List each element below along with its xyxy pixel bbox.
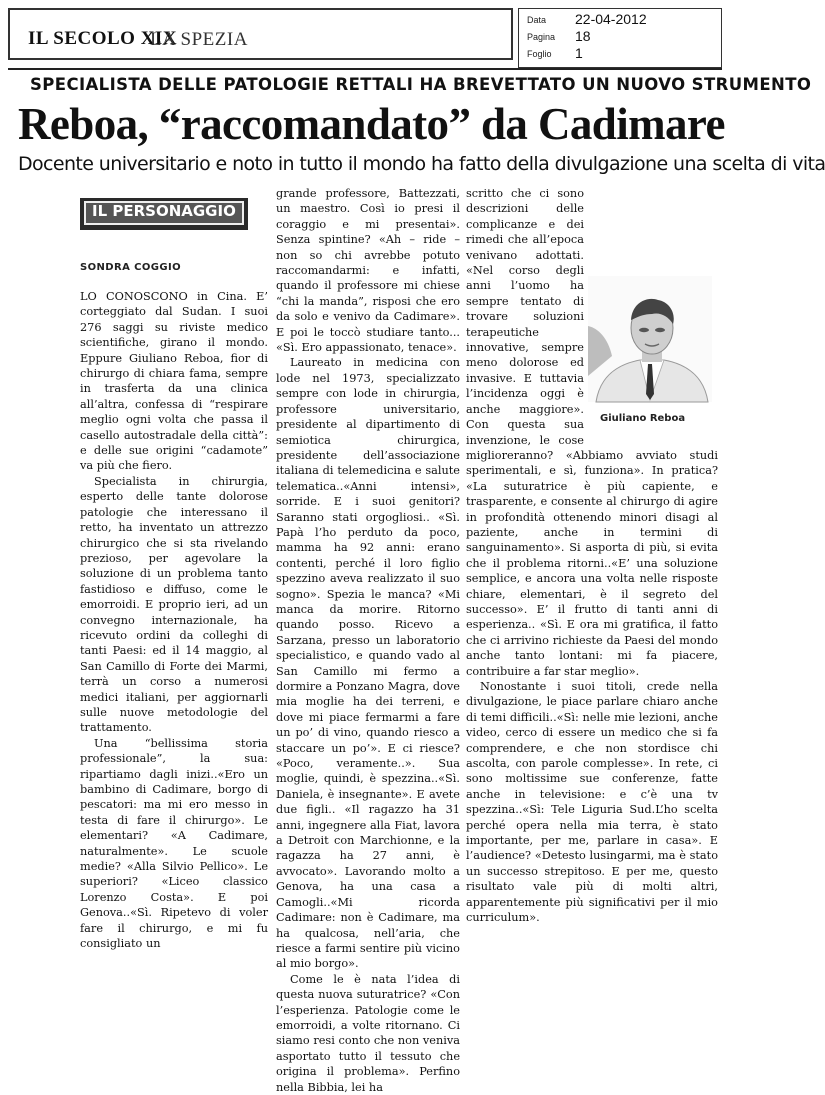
article-column-2 xyxy=(276,186,460,1095)
article-kicker: SPECIALISTA DELLE PATOLOGIE RETTALI HA BREVETTATO UN NUOVO STRUMENTO xyxy=(30,75,812,94)
page-value: 18 xyxy=(575,28,591,44)
article-headline: Reboa, “raccomandato” da Cadimare xyxy=(18,99,725,149)
edition-name: LA SPEZIA xyxy=(150,29,248,50)
sheet-label: Foglio xyxy=(527,49,552,59)
article-subheadline: Docente universitario e noto in tutto il mondo ha fatto della divulgazione una scelta di vita xyxy=(18,153,825,175)
article-column-1 xyxy=(80,289,268,951)
paragraph: Laureato in medicina con lode nel 1973, specializzato sempre con lode in chirurgia, professore universitario, presidente al dipartimento di semiotica chirurgica, presidente dell’associazione italiana di telemedicina e salute telematica..«Anni intensi», sorride. E i suoi genitori? Saranno stati orgogliosi.. «Sì. Papà l’ho perduto da poco, mamma ha 92 anni: erano contenti, perché il loro figlio spezzino aveva realizzato il suo sogno». Spezia le manca? «Mi manca da morire. Ritorno quando posso. Ricevo a Sarzana, presso un laboratorio specialistico, e quando vado al San Camillo mi fermo a dormire a Ponzano Magra, dove mia moglie ha dei terreni, e dove mi piace fermarmi a fare un po’ di vino, quando riesco a staccare un po’». E ci riesce? «Poco, veramente..». Sua moglie, quindi, è spezzina..«Sì. Daniela, è insegnante». E avete due figli.. «Il ragazzo ha 31 anni, ingegnere alla Fiat, lavora a Detroit con Marchionne, e la ragazza ha 27 anni, è avvocato». Lavorando molto a Genova, ha una casa a Camogli..«Mi ricorda Cadimare: non è Cadimare, ma ha qualcosa, nell’aria, che riesce a farmi sentire più vicino al mio borgo». xyxy=(276,356,460,971)
paragraph: Come le è nata l’idea di questa nuova suturatrice? «Con l’esperienza. Patologie come le emorroidi, a volte ritornano. Ci siamo resi conto che non veniva asportato tutto il tessuto che origina il problema». Perfino nella Bibbia, lei ha xyxy=(276,972,460,1094)
portrait-photo xyxy=(588,276,712,402)
header-divider xyxy=(8,68,722,70)
byline: SONDRA COGGIO xyxy=(80,262,181,273)
paragraph: Nonostante i suoi titoli, crede nella divulgazione, le piace parlare chiaro anche di temi difficili..«Sì: nelle mie lezioni, anche video, cerco di essere un medico che si fa comprendere, e che non stordisce chi ascolta, con parole complesse». In rete, ci sono moltissime sue conferenze, fatte anche in televisione: e c’è una tv spezzina..«Sì: Tele Liguria Sud.L’ho scelta perché opera nella mia terra, è stato importante, per me, parlare in casa». E l’audience? «Detesto lusingarmi, ma è stato un successo strepitoso. E per me, questo risultato vale più di molti altri, apparentemente più significativi per il mio curriculum». xyxy=(466,680,718,925)
section-badge-label: IL PERSONAGGIO xyxy=(92,202,236,220)
paragraph: grande professore, Battezzati, un maestro. Così io presi il coraggio e mi presentai». Senza spintine? «Ah – ride – non so chi avrebbe potuto raccomandarmi: e infatti, quando il professore mi chiese “chi la manda”, risposi che ero da solo e venivo da Cadimare». E poi le toccò studiare tanto... «Sì. Ero appassionato, tenace». xyxy=(276,187,460,355)
paragraph: Specialista in chirurgia, esperto delle tante dolorose patologie che interessano il retto, ha inventato un attrezzo chirurgico che si sta rivelando prezioso, per agevolare la soluzione di un problema tanto fastidioso e diffuso, come le emorroidi. E proprio ieri, ad un convegno internazionale, ha ricevuto ordini da colleghi di tanti Paesi: ed il 14 maggio, al San Camillo di Forte dei Marmi, terrà un corso a numerosi medici italiani, per aggiornarli sulle nuove metodologie del trattamento. xyxy=(80,474,268,735)
page-label: Pagina xyxy=(527,32,556,42)
date-value: 22-04-2012 xyxy=(575,11,647,27)
photo-caption: Giuliano Reboa xyxy=(600,413,686,424)
paragraph: scritto che ci sono descrizioni delle complicanze e dei rimedi che all’epoca venivano adottati. «Nel corso degli anni l’uomo ha sempre tentato di trovare soluzioni terapeutiche innovative, sempre meno dolorose ed invasive. E tuttavia l’incidenza oggi è anche maggiore». Con questa sua invenzione, le cose miglioreranno? «Abbiamo avviato studi sperimentali, e sì, funziona». In pratica? «La suturatrice è più capiente, e trasparente, e consente al chirurgo di agire in profondità ottenendo minori disagi al paziente, anche in termini di sanguinamento». Si asporta di più, si evita che il problema ritorni..«E’ una soluzione semplice, e ancora una volta nelle risposte chiare, elementari, è il segreto del successo». E’ il frutto di tanti anni di esperienza.. «Sì. E ora mi gratifica, il fatto che ci arrivino richieste da Paesi del mondo anche tanto lontani: mi fa piacere, contribuire a far star meglio». xyxy=(466,187,718,678)
portrait-illustration xyxy=(588,276,712,402)
date-label: Data xyxy=(527,15,547,25)
paragraph: LO CONOSCONO in Cina. E’ corteggiato dal Sudan. I suoi 276 saggi su riviste medico scientifiche, girano il mondo. Eppure Giuliano Reboa, fior di chirurgo di chiara fama, sempre in trasferta da una clinica all’altra, confessa di “respirare meglio ogni volta che passa il casello autostradale della città”: e delle sue origini “cadamote” va più che fiero. xyxy=(80,290,268,473)
sheet-value: 1 xyxy=(575,45,583,61)
paragraph: Una “bellissima storia professionale”, la sua: ripartiamo dagli inizi..«Ero un bambino di Cadimare, borgo di pescatori: ma mi ero messo in testa di fare il chirurgo». Le elementari? «A Cadimare, naturalmente». Le scuole medie? «Alla Silvio Pellico». Le superiori? «Liceo classico Lorenzo Costa». E poi Genova..«Sì. Ripetevo di voler fare il chirurgo, e mi fu consigliato un xyxy=(80,736,268,951)
newspaper-name: IL SECOLO XIX xyxy=(28,28,178,49)
